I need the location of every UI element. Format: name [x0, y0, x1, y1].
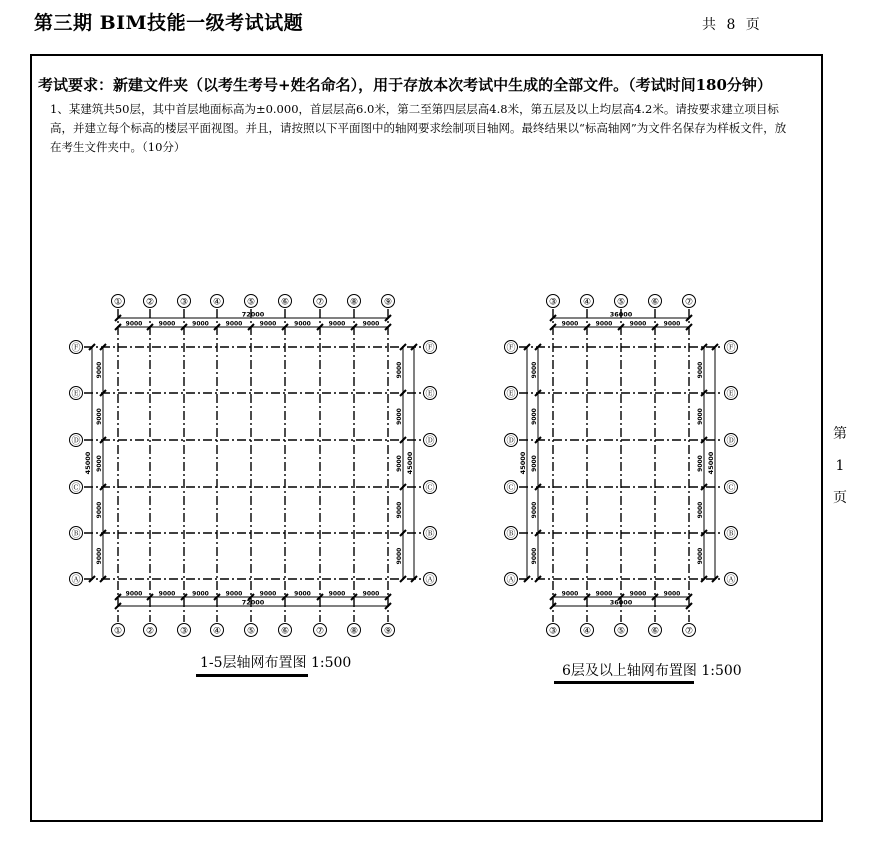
left-dim-span-v: 9000	[396, 361, 403, 379]
left-col-label: ⑦	[315, 297, 325, 308]
left-row-label: Ⓐ	[71, 575, 81, 586]
left-row-label: Ⓑ	[425, 529, 435, 540]
left-dim-span: 9000	[125, 320, 143, 328]
right-dim-span: 9000	[629, 320, 647, 328]
left-dim-span: 9000	[362, 320, 380, 328]
left-dim-span-v: 9000	[96, 361, 103, 379]
right-col-label: ④	[582, 626, 592, 637]
right-row-label: Ⓑ	[506, 529, 516, 540]
right-dim-span-v: 9000	[531, 455, 538, 472]
right-row-label: Ⓑ	[726, 529, 736, 540]
left-row-label: Ⓕ	[425, 343, 435, 354]
right-dim-span-v: 9000	[531, 501, 538, 519]
side-page-char-1: 第	[833, 426, 847, 442]
left-row-label: Ⓐ	[425, 575, 435, 586]
exam-title: 第三期 BIM技能一级考试试题	[34, 12, 304, 34]
left-row-label: Ⓔ	[71, 389, 81, 400]
left-dim-span: 9000	[294, 590, 311, 598]
left-col-label: ⑦	[315, 626, 325, 637]
right-dim-span: 9000	[663, 590, 681, 598]
left-row-label: Ⓑ	[71, 529, 81, 540]
caption-left: 1-5层轴网布置图 1:500	[200, 655, 352, 671]
right-row-label: Ⓓ	[506, 436, 516, 447]
left-dim-total: 72000	[241, 598, 265, 607]
right-dim-total-v: 45000	[519, 451, 527, 475]
left-col-label: ③	[179, 626, 189, 637]
right-col-label: ⑥	[650, 626, 660, 637]
left-dim-total: 72000	[241, 310, 265, 319]
right-dim-span: 9000	[663, 320, 681, 328]
right-dim-span-v: 9000	[697, 501, 704, 519]
right-dim-span-v: 9000	[531, 361, 538, 379]
left-dim-span-v: 9000	[396, 408, 403, 425]
right-dim-total: 36000	[609, 598, 633, 607]
left-col-label: ②	[145, 297, 155, 308]
right-col-label: ③	[548, 626, 558, 637]
left-col-label: ⑨	[383, 626, 393, 637]
right-col-label: ⑤	[616, 297, 626, 308]
right-row-label: Ⓒ	[726, 483, 736, 494]
right-col-label: ④	[582, 297, 592, 308]
left-col-label: ③	[179, 297, 189, 308]
exam-requirement: 考试要求：新建文件夹（以考生考号+姓名命名），用于存放本次考试中生成的全部文件。（考试时间180分钟）	[38, 76, 772, 94]
left-col-label: ④	[212, 297, 222, 308]
left-dim-span-v: 9000	[396, 455, 403, 472]
right-col-label: ⑦	[684, 626, 694, 637]
right-row-label: Ⓐ	[506, 575, 516, 586]
right-dim-span-v: 9000	[697, 547, 704, 565]
right-dim-span-v: 9000	[531, 547, 538, 565]
right-dim-span-v: 9000	[697, 408, 704, 425]
left-dim-span: 9000	[192, 590, 209, 598]
left-row-label: Ⓔ	[425, 389, 435, 400]
left-dim-total-v: 45000	[406, 451, 414, 475]
right-dim-total: 36000	[609, 310, 633, 319]
right-col-label: ⑤	[616, 626, 626, 637]
right-dim-total-v: 45000	[707, 451, 715, 475]
right-dim-span: 9000	[595, 320, 613, 328]
left-row-label: Ⓒ	[425, 483, 435, 494]
right-dim-span: 9000	[561, 320, 579, 328]
side-page-char-3: 页	[833, 490, 847, 506]
left-dim-span: 9000	[158, 320, 176, 328]
left-col-label: ⑤	[246, 626, 256, 637]
left-dim-span-v: 9000	[396, 547, 403, 565]
right-dim-span: 9000	[595, 590, 613, 598]
left-dim-span: 9000	[328, 590, 346, 598]
left-dim-span: 9000	[259, 590, 277, 598]
left-dim-total-v: 45000	[84, 451, 92, 475]
left-dim-span-v: 9000	[396, 501, 403, 519]
left-col-label: ⑧	[349, 297, 359, 308]
left-col-label: ⑤	[246, 297, 256, 308]
left-row-label: Ⓒ	[71, 483, 81, 494]
left-dim-span: 9000	[294, 320, 311, 328]
left-dim-span: 9000	[328, 320, 346, 328]
left-dim-span: 9000	[259, 320, 277, 328]
left-dim-span: 9000	[362, 590, 380, 598]
right-dim-span-v: 9000	[531, 408, 538, 425]
left-col-label: ⑥	[280, 626, 290, 637]
left-dim-span-v: 9000	[96, 501, 103, 519]
left-col-label: ②	[145, 626, 155, 637]
left-col-label: ④	[212, 626, 222, 637]
right-row-label: Ⓐ	[726, 575, 736, 586]
left-dim-span: 9000	[158, 590, 176, 598]
left-col-label: ⑥	[280, 297, 290, 308]
left-col-label: ⑧	[349, 626, 359, 637]
left-row-label: Ⓓ	[71, 436, 81, 447]
left-col-label: ①	[113, 626, 123, 637]
right-row-label: Ⓔ	[506, 389, 516, 400]
right-row-label: Ⓕ	[506, 343, 516, 354]
right-col-label: ③	[548, 297, 558, 308]
question-1-text: 1、某建筑共50层，其中首层地面标高为±0.000，首层层高6.0米，第二至第四层层高4.8米，第五层及以上均层高4.2米。请按要求建立项目标高，并建立每个标高的楼层平面视图。并且，请按照以下平面图中的轴网要求绘制项目轴网。最终结果以“标高轴网”为文件名保存为样板文件，放在考生文件夹中。（10分）	[50, 102, 787, 154]
right-dim-span-v: 9000	[697, 361, 704, 379]
right-row-label: Ⓓ	[726, 436, 736, 447]
right-col-label: ⑦	[684, 297, 694, 308]
total-pages: 共 8 页	[702, 17, 760, 33]
left-dim-span-v: 9000	[96, 455, 103, 472]
left-dim-span: 9000	[192, 320, 209, 328]
right-dim-span: 9000	[629, 590, 647, 598]
left-col-label: ⑨	[383, 297, 393, 308]
caption-right-underline	[554, 681, 694, 684]
left-dim-span: 9000	[125, 590, 143, 598]
right-row-label: Ⓒ	[506, 483, 516, 494]
right-row-label: Ⓕ	[726, 343, 736, 354]
left-dim-span: 9000	[225, 590, 243, 598]
right-dim-span: 9000	[561, 590, 579, 598]
caption-right: 6层及以上轴网布置图 1:500	[562, 663, 742, 679]
side-page-char-2: 1	[835, 458, 845, 474]
left-dim-span-v: 9000	[96, 547, 103, 565]
right-dim-span-v: 9000	[697, 455, 704, 472]
left-row-label: Ⓓ	[425, 436, 435, 447]
left-dim-span-v: 9000	[96, 408, 103, 425]
caption-left-underline	[196, 674, 308, 677]
left-dim-span: 9000	[225, 320, 243, 328]
right-col-label: ⑥	[650, 297, 660, 308]
right-row-label: Ⓔ	[726, 389, 736, 400]
left-row-label: Ⓕ	[71, 343, 81, 354]
left-col-label: ①	[113, 297, 123, 308]
